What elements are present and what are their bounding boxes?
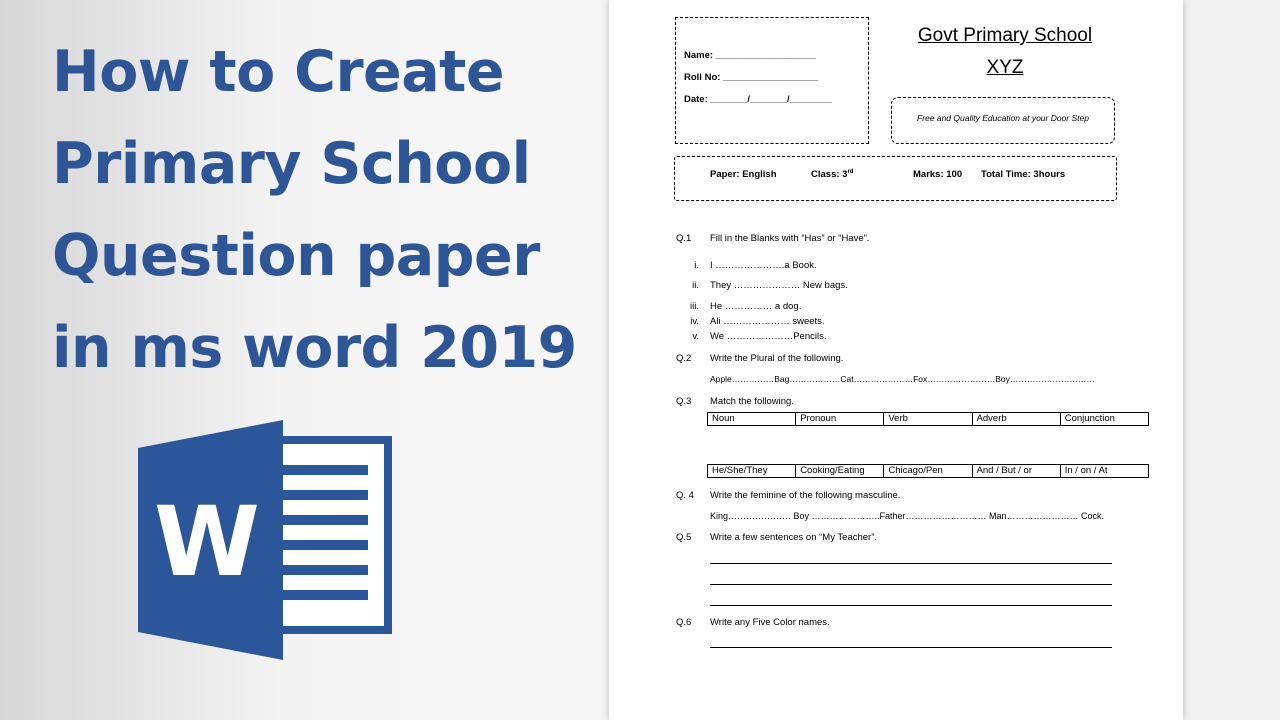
student-info-box — [675, 17, 869, 144]
q1-item-numeral: iii. — [690, 301, 699, 312]
q4-instruction: Write the feminine of the following masculine. — [710, 490, 901, 501]
title-line-4: in ms word 2019 — [52, 315, 577, 381]
school-motto: Free and Quality Education at your Door Step — [917, 113, 1089, 123]
date-field: Date: _______/_______/________ — [684, 94, 832, 105]
answer-line — [710, 584, 1112, 585]
video-title — [52, 26, 612, 394]
q3-instruction: Match the following. — [710, 396, 794, 407]
q6-number: Q.6 — [676, 617, 692, 628]
q1-item-text: They ………………… New bags. — [710, 280, 848, 291]
total-marks: Marks: 100 — [913, 169, 963, 180]
q1-item-numeral: iv. — [690, 316, 699, 327]
q1-item-numeral: i. — [694, 260, 699, 271]
q5-instruction: Write a few sentences on “My Teacher”. — [710, 532, 878, 543]
name-field: Name: ___________________ — [684, 50, 817, 61]
match-option-cell: In / on / At — [1060, 465, 1148, 478]
q4-answer-line: King………………… Boy …………………..Father……………………… Man…………………… Cock. — [710, 511, 1105, 521]
match-option-cell: And / But / or — [972, 465, 1060, 478]
q2-instruction: Write the Plural of the following. — [710, 353, 844, 364]
title-line-3: Question paper — [52, 223, 540, 289]
q2-number: Q.2 — [676, 353, 692, 364]
title-line-1: How to Create — [52, 39, 505, 105]
q1-item-text: We …………………Pencils. — [710, 331, 827, 342]
match-header-cell: Pronoun — [796, 413, 884, 426]
answer-line — [710, 563, 1112, 564]
q1-item-numeral: v. — [692, 331, 699, 342]
match-option-cell: He/She/They — [708, 465, 796, 478]
q3-number: Q.3 — [676, 396, 692, 407]
paper-info-box — [674, 156, 1117, 201]
motto-box — [891, 97, 1115, 144]
q1-number: Q.1 — [676, 233, 692, 244]
q6-instruction: Write any Five Color names. — [710, 617, 830, 628]
answer-line — [710, 647, 1112, 648]
match-header-cell: Noun — [708, 413, 796, 426]
question-paper-page — [609, 0, 1183, 720]
match-header-cell: Adverb — [972, 413, 1060, 426]
q4-number: Q. 4 — [676, 490, 694, 501]
match-option-cell: Cooking/Eating — [796, 465, 884, 478]
total-time: Total Time: 3hours — [981, 169, 1066, 180]
word-logo-icon — [138, 420, 394, 660]
q1-instruction: Fill in the Blanks with “Has” or “Have”. — [710, 233, 870, 244]
answer-line — [710, 605, 1112, 606]
school-subtitle: XYZ — [986, 57, 1024, 78]
match-table-headers — [707, 412, 1149, 426]
class-level: Class: 3rd — [811, 169, 854, 181]
q2-answer-line: Apple……………Bag………………Cat…………………Fox……………………Boy………………………… — [710, 374, 1095, 384]
q1-item-text: Ali ………………… sweets. — [710, 316, 825, 327]
q5-number: Q.5 — [676, 532, 692, 543]
q1-item-numeral: ii. — [692, 280, 699, 291]
match-header-cell: Conjunction — [1060, 413, 1148, 426]
q1-item-text: I ………………….a Book. — [710, 260, 817, 271]
match-header-cell: Verb — [884, 413, 972, 426]
paper-subject: Paper: English — [710, 169, 777, 180]
q1-item-text: He …………… a dog. — [710, 301, 802, 312]
match-option-cell: Chicago/Pen — [884, 465, 972, 478]
word-logo-letter: W — [154, 486, 260, 598]
school-name: Govt Primary School — [917, 25, 1093, 46]
roll-no-field: Roll No: __________________ — [684, 72, 819, 83]
match-table-options — [707, 464, 1149, 478]
title-line-2: Primary School — [52, 131, 531, 197]
